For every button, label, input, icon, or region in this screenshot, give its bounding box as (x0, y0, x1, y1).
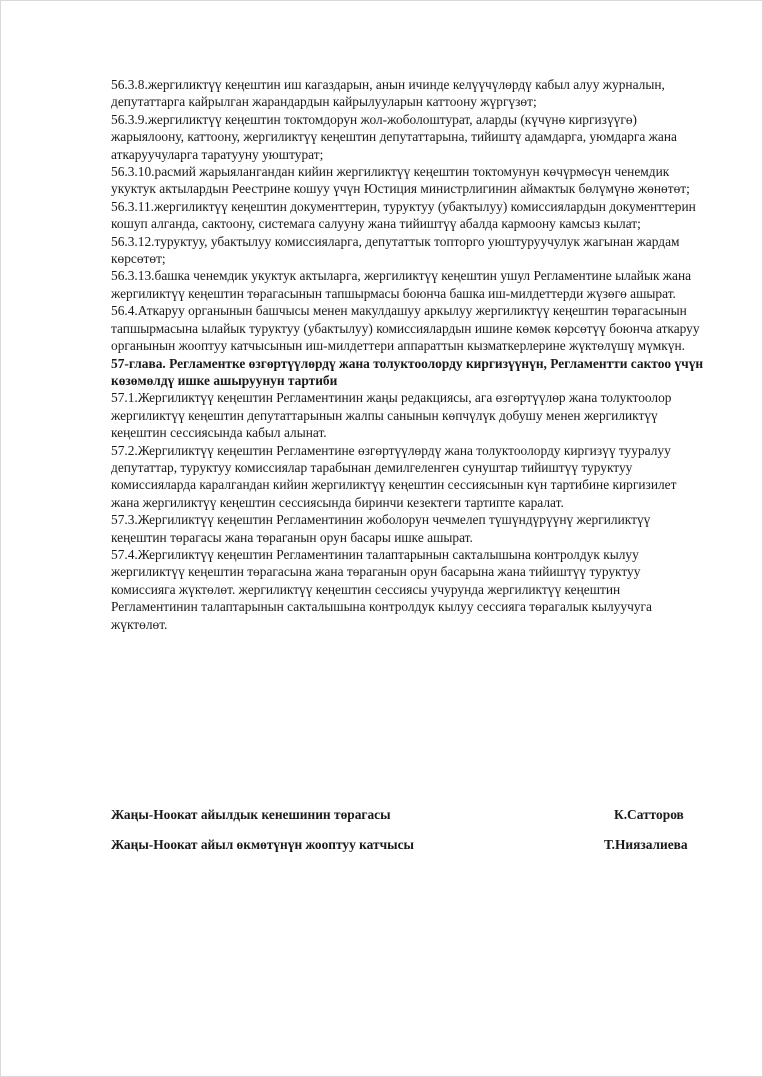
chapter-heading: 57-глава. Регламентке өзгөртүүлөрдү жана толуктоолорду киргизүүнүн, Регламентти сактоо үчүн көзөмөлдү ишке ашыруунун тартиби (111, 355, 704, 388)
signature-name: Т.Ниязалиева (604, 837, 688, 852)
signature-block (111, 807, 705, 867)
paragraph-57-3: 57.3.Жергиликтүү кеңештин Регламентинин жоболорун чечмелеп түшүндүрүүнү жергиликтүү кеңештин төрагасы жана төраганын орун басары ишке ашырат. (111, 512, 651, 545)
paragraph-56-3-11: 56.3.11.жергиликтүү кеңештин документтерин, туруктуу (убактылуу) комиссиялардын документтерин кошуп алганда, сактоону, системага салууну жана тийиштүү абалда кармоону камсыз кылат; (111, 198, 696, 232)
document-body (111, 76, 705, 633)
signature-title: Жаңы-Ноокат айыл өкмөтүнүн жооптуу катчысы (111, 837, 414, 852)
paragraph-57-2: 57.2.Жергиликтүү кеңештин Регламентине өзгөртүүлөрдү жана толуктоолорду киргизүү тууралуу депутаттар, туруктуу комиссиялар тарабынан демилгеленген сунуштар тийиштүү туруктуу комиссияларда каралгандан кийин жергиликтүү кеңештин сессиясынын күн тартибине киргизилет жана жергиликтүү кеңештин сессиясында биринчи кезектеги тартипте каралат. (111, 442, 677, 510)
signature-title: Жаңы-Ноокат айылдык кенешинин төрагасы (111, 807, 391, 822)
signature-row-chairman (111, 807, 705, 825)
paragraph-57-1: 57.1.Жергиликтүү кеңештин Регламентинин жаңы редакциясы, ага өзгөртүүлөр жана толуктоолор жергиликтүү кеңештин депутаттарынын жалпы санынын көпчүлүк добушу менен жергиликтүү кеңештин сессиясында кабыл алынат. (111, 390, 672, 441)
paragraph-56-3-9: 56.3.9.жергиликтүү кеңештин токтомдорун жол-жоболоштурат, аларды (күчүнө киргизүүгө) жарыялоону, каттоону, жергиликтүү кеңештин депутаттарына, тийиштү адамдарга, уюмдарга жана аткаруучуларга таратууну уюштурат; (111, 111, 677, 162)
paragraph-56-3-8: 56.3.8.жергиликтүү кеңештин иш кагаздарын, анын ичинде келүүчүлөрдү кабыл алуу журналын, депутаттарга кайрылган жарандардын кайрылууларын каттоону жүргүзөт; (111, 77, 665, 110)
paragraph-57-4: 57.4.Жергиликтүү кеңештин Регламентинин талаптарынын сакталышына контролдук кылуу жергиликтүү кеңештин төрагасына жана төраганын орун басарына жана тийиштүү туруктуу комиссияга жүктөлөт. жергиликтүү кеңештин сессиясы учурунда жергиликтүү кеңештин Регламентинин талаптарынын сакталышына контролдук кылуу сессияга төрагалык кылуучуга жүктөлөт. (111, 546, 652, 632)
paragraph-56-3-12: 56.3.12.туруктуу, убактылуу комиссияларга, депутаттык топторго уюштуруучулук жагынан жардам көрсөтөт; (111, 233, 680, 267)
signature-name: К.Сатторов (614, 807, 684, 822)
paragraph-56-3-13: 56.3.13.башка ченемдик укуктук актыларга, жергиликтүү кеңештин ушул Регламентине ылайык жана жергиликтүү кеңештин төрагасынын тапшырмасы боюнча башка иш-милдеттерди жүзөгө ашырат. (111, 268, 692, 301)
paragraph-56-3-10: 56.3.10.расмий жарыялангандан кийин жергиликтүү кеңештин токтомунун көчүрмөсүн ченемдик укуктук актылардын Реестрине кошуу үчүн Юстиция министрлигинин аймактык бөлүмүнө жөнөтөт; (111, 164, 690, 197)
paragraph-56-4: 56.4.Аткаруу органынын башчысы менен макулдашуу аркылуу жергиликтүү кеңештин төрагасынын тапшырмасына ылайык туруктуу (убактылуу) комиссиялардын ишине көмөк көрсөтүү боюнча аткаруу органынын жооптуу катчысынын иш-милдеттери аппараттын кызматкерлерине жүктөлүшү мүмкүн. (111, 303, 700, 354)
signature-row-secretary (111, 837, 705, 855)
